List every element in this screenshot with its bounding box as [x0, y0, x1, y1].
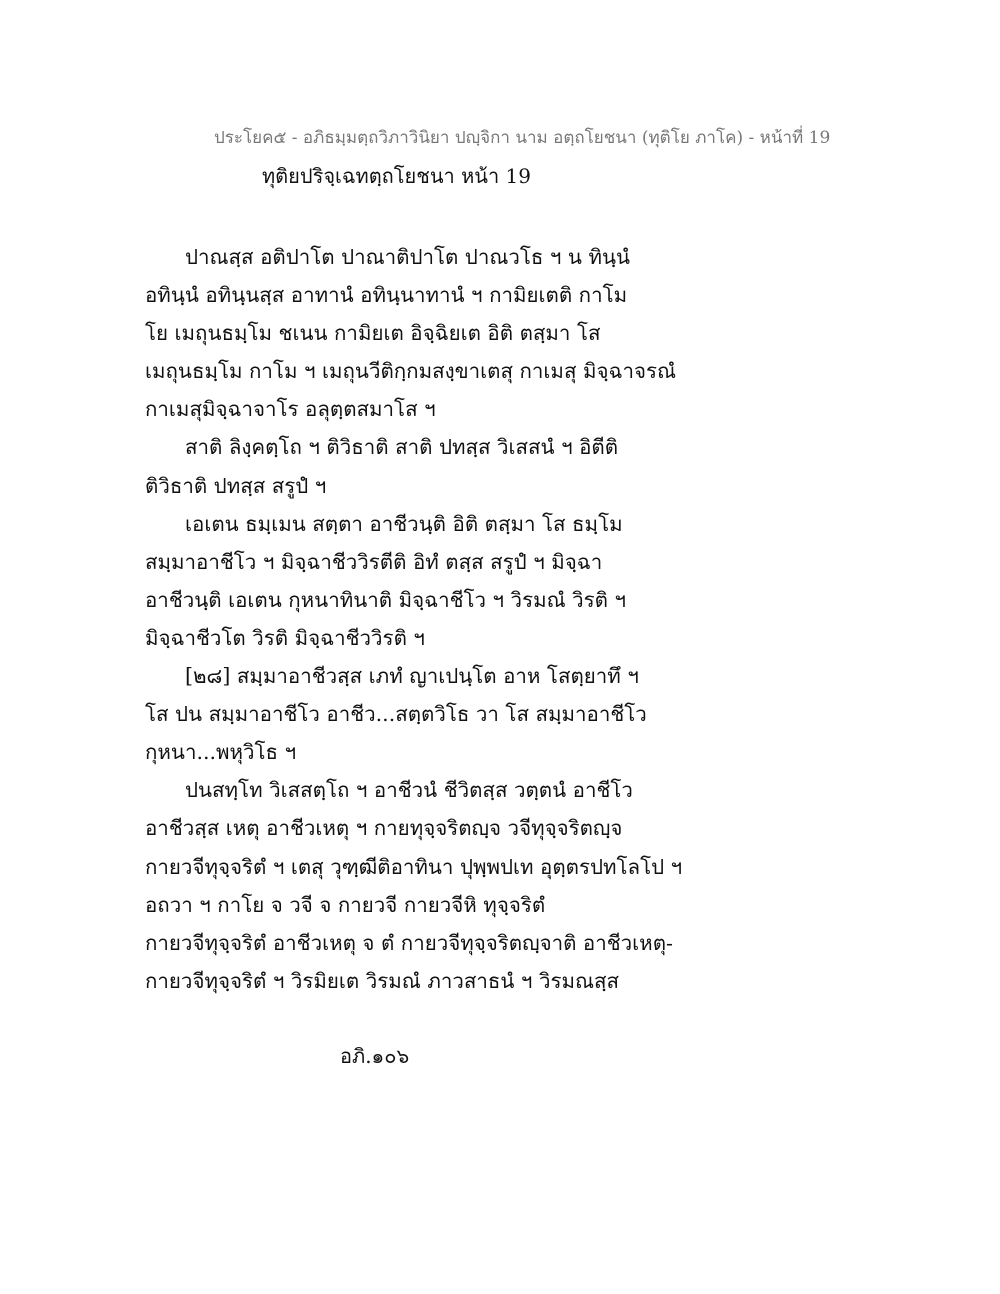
- text-line: กาเมสุมิจฺฉาจาโร อลุตฺตสมาโส ฯ: [145, 397, 436, 422]
- text-line: สาติ ลิงฺคตฺโถ ฯ ติวิธาติ สาติ ปทสฺส วิเสสนํ ฯ อิตีติ: [185, 435, 619, 460]
- text-line: โส ปน สมฺมาอาชีโว อาชีว...สตฺตวิโธ วา โส สมฺมาอาชีโว: [145, 702, 647, 727]
- text-line: สมฺมาอาชีโว ฯ มิจฺฉาชีววิรตีติ อิทํ ตสฺส สรูปํ ฯ มิจฺฉา: [145, 549, 603, 574]
- text-line: เมถุนธมฺโม กาโม ฯ เมถุนวีติกฺกมสงฺขาเตสุ กาเมสุ มิจฺฉาจรณํ: [145, 359, 677, 384]
- text-line: ปนสทฺโท วิเสสตฺโถ ฯ อาชีวนํ ชีวิตสฺส วตฺตนํ อาชีโว: [185, 778, 633, 803]
- text-line: โย เมถุนธมฺโม ชเนน กามิยเต อิจฺฉิยเต อิติ ตสฺมา โส: [145, 321, 601, 346]
- text-line: อถวา ฯ กาโย จ วจี จ กายวจี กายวจีหิ ทุจฺจริตํ: [145, 892, 546, 917]
- running-header: ประโยค๕ - อภิธมฺมตฺถวิภาวินิยา ปญฺจิกา นาม อตฺถโยชนา (ทุติโย ภาโค) - หน้าที่ 19: [214, 128, 831, 148]
- section-heading: ทุติยปริจฺเฉทตฺถโยชนา หน้า 19: [262, 164, 531, 188]
- text-line: กายวจีทุจฺจริตํ อาชีวเหตุ จ ตํ กายวจีทุจฺจริตญฺจาติ อาชีวเหตุ-: [145, 930, 673, 955]
- text-line: ปาณสฺส อติปาโต ปาณาติปาโต ปาณวโธ ฯ น ทินฺนํ: [185, 245, 630, 269]
- text-line: เอเตน ธมฺเมน สตฺตา อาชีวนฺติ อิติ ตสฺมา โส ธมฺโม: [185, 511, 623, 536]
- text-line: อาชีวสฺส เหตุ อาชีวเหตุ ฯ กายทุจฺจริตญฺจ วจีทุจฺจริตญฺจ: [145, 816, 623, 841]
- text-line: ติวิธาติ ปทสฺส สรูปํ ฯ: [145, 473, 327, 498]
- text-line: [๒๘] สมฺมาอาชีวสฺส เภทํ ญาเปนฺโต อาห โสตฺยาทึ ฯ: [185, 664, 639, 689]
- body-text: [145, 238, 705, 1000]
- text-line: อาชีวนฺติ เอเตน กุหนาทินาติ มิจฺฉาชีโว ฯ วิรมณํ วิรติ ฯ: [145, 587, 626, 612]
- text-line: กุหนา...พหุวิโธ ฯ: [145, 740, 297, 765]
- text-line: อทินฺนํ อทินฺนสฺส อาทานํ อทินฺนาทานํ ฯ กามิยเตติ กาโม: [145, 283, 628, 308]
- text-line: กายวจีทุจฺจริตํ ฯ เตสุ วุฑฺฒีติอาทินา ปุพฺพปเท อุตฺตรปทโลโป ฯ: [145, 854, 683, 879]
- text-line: มิจฺฉาชีวโต วิรติ มิจฺฉาชีววิรติ ฯ: [145, 625, 425, 650]
- page-footer-mark: อภิ.๑๐๖: [340, 1044, 410, 1068]
- text-line: กายวจีทุจฺจริตํ ฯ วิรมิยเต วิรมณํ ภาวสาธนํ ฯ วิรมณสฺส: [145, 968, 620, 993]
